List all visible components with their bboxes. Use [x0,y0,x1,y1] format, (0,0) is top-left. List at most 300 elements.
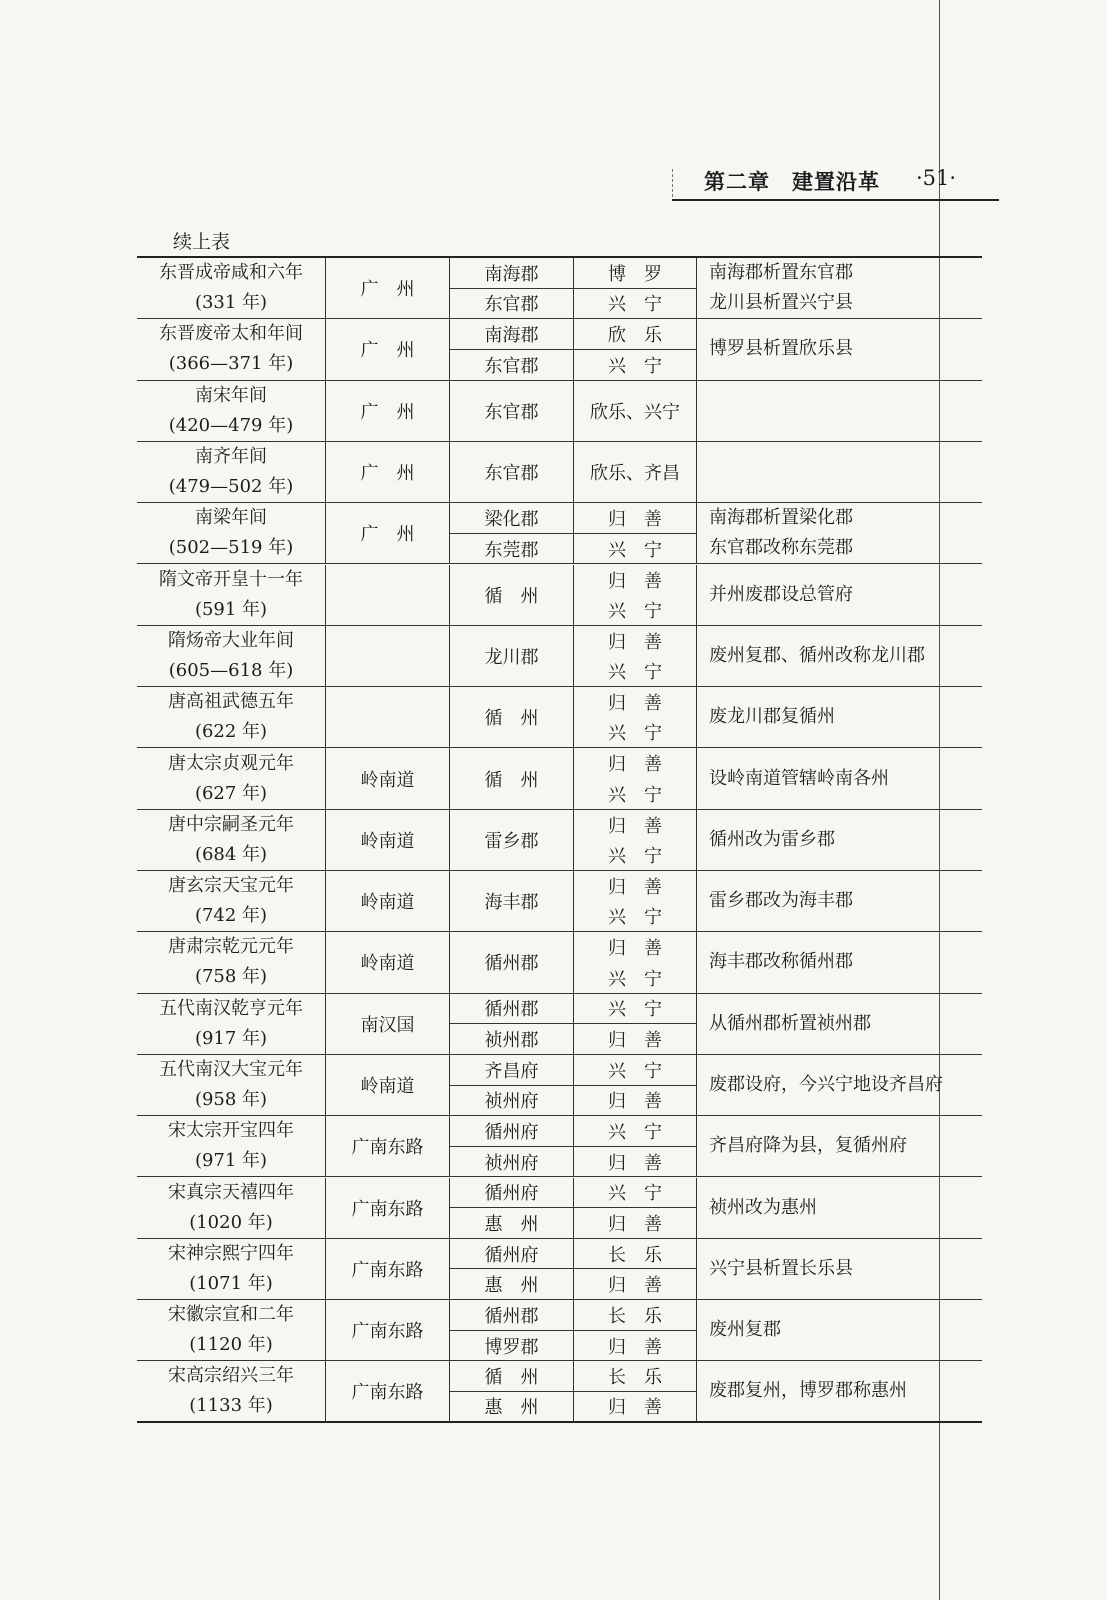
county-split [574,565,696,625]
county-text: 归 善 [608,570,662,592]
notes-text [697,932,982,992]
notes-cell [696,871,982,931]
level2-split [450,503,573,563]
period-line: 南宋年间 [195,384,267,406]
level1-cell [325,1300,449,1360]
note-line: 废郡复州，博罗郡称惠州 [709,1380,907,1402]
notes-text [697,1300,982,1360]
period-line: 宋太宗开宝四年 [168,1120,294,1142]
table-row [137,1300,982,1361]
table-row [137,810,982,871]
level2-text: 南海郡 [484,325,539,347]
county-cell [573,810,696,870]
county-cell [573,871,696,931]
notes-cell [696,687,982,747]
period-line: (958 年) [194,1089,268,1111]
level2-cell [449,932,573,992]
level2-text: 循州郡 [484,1305,539,1327]
notes-cell [696,319,982,379]
level1-text: 广南东路 [351,1321,424,1343]
county-text: 长 乐 [608,1366,662,1388]
period-line: (366—371 年) [168,353,294,375]
level2-cell [449,1361,573,1420]
county-split [574,1055,696,1115]
period-line: (1133 年) [189,1395,273,1417]
county-cell [573,1178,696,1238]
notes-text [697,319,982,379]
county-split [574,932,696,992]
notes-text [697,1361,982,1420]
county-split [574,994,696,1054]
period-line: 唐高祖武德五年 [168,691,294,713]
county-text: 兴 宁 [608,662,662,684]
continued-label: 续上表 [173,231,231,253]
note-line: 并州废郡设总管府 [709,583,853,605]
level1-text: 广 州 [360,401,415,423]
period-line: 宋真宗天禧四年 [168,1181,294,1203]
notes-cell [696,258,982,318]
period-cell [137,381,325,441]
period-cell [137,748,325,808]
level2-cell [449,442,573,502]
notes-text [697,1055,982,1115]
period-line: 宋神宗熙宁四年 [168,1242,294,1264]
level1-text [326,565,449,625]
level2-split [450,1116,573,1176]
level2-text: 循州府 [484,1122,539,1144]
level2-text: 南海郡 [484,263,539,285]
county-split [574,1300,696,1360]
level2-text: 龙川郡 [484,646,539,668]
county-cell [573,687,696,747]
period-text [137,442,325,502]
county-split [574,503,696,563]
period-cell [137,1300,325,1360]
county-text: 归 善 [608,877,662,899]
county-cell [573,748,696,808]
county-text: 兴 宁 [608,1122,662,1144]
notes-cell [696,1116,982,1176]
county-text: 归 善 [608,815,662,837]
period-cell [137,1116,325,1176]
level2-text: 祯州府 [450,1146,573,1177]
level2-text: 循 州 [484,708,539,730]
period-line: 宋高宗绍兴三年 [168,1365,294,1387]
table-row [137,687,982,748]
period-line: (479—502 年) [168,476,294,498]
county-cell [573,1116,696,1176]
level1-cell [325,381,449,441]
note-line: 兴宁县析置长乐县 [709,1257,853,1279]
county-text: 兴 宁 [608,723,662,745]
note-line: 祯州改为惠州 [709,1196,817,1218]
level1-cell [325,626,449,686]
county-text: 兴 宁 [608,907,662,929]
county-cell [573,442,696,502]
period-text [137,1055,325,1115]
period-cell [137,932,325,992]
notes-cell [696,1178,982,1238]
table-row [137,503,982,564]
note-line: 废郡设府，今兴宁地设齐昌府 [709,1074,943,1096]
level2-text: 循州府 [484,1244,539,1266]
level2-text: 祯州府 [450,1085,573,1116]
period-text [137,626,325,686]
period-cell [137,1178,325,1238]
table-row [137,1239,982,1300]
period-line: 唐太宗贞观元年 [168,752,294,774]
level1-cell [325,1239,449,1299]
level2-text: 惠 州 [450,1391,573,1421]
county-text: 兴 宁 [608,1060,662,1082]
notes-text [697,810,982,870]
notes-cell [696,1361,982,1420]
level1-text: 广南东路 [351,1198,424,1220]
level1-cell [325,932,449,992]
level2-text: 海丰郡 [484,892,539,914]
table-row [137,319,982,380]
level2-cell [449,626,573,686]
level1-text: 广南东路 [351,1137,424,1159]
level1-cell [325,503,449,563]
level2-cell [449,871,573,931]
level2-cell [449,503,573,563]
period-cell [137,565,325,625]
level1-text: 岭南道 [360,953,415,975]
notes-cell [696,565,982,625]
county-text: 兴 宁 [608,784,662,806]
county-cell [573,626,696,686]
period-cell [137,1055,325,1115]
note-line: 龙川县析置兴宁县 [709,292,853,314]
county-text: 兴 宁 [608,999,662,1021]
notes-text [697,748,982,808]
level2-split [450,1055,573,1115]
period-line: (684 年) [194,843,268,865]
level2-text: 循州郡 [484,953,539,975]
county-text: 归 善 [574,1085,696,1116]
period-text [137,994,325,1054]
level1-cell [325,565,449,625]
period-cell [137,994,325,1054]
county-split [574,1178,696,1238]
county-split [574,1239,696,1299]
level1-cell [325,994,449,1054]
note-line: 废州复郡、循州改称龙川郡 [709,644,925,666]
county-text: 归 善 [608,509,662,531]
level2-split [450,319,573,379]
notes-text [697,258,982,318]
page-header [672,163,999,199]
note-line: 东官郡改称东莞郡 [709,537,853,559]
level1-text: 岭南道 [360,892,415,914]
period-line: 隋炀帝大业年间 [168,629,294,651]
level2-text: 齐昌府 [484,1060,539,1082]
county-text: 欣 乐 [608,325,662,347]
chapter-title: 第二章 建置沿革 [704,169,880,194]
period-cell [137,258,325,318]
table-row [137,871,982,932]
level2-text: 东莞郡 [450,533,573,564]
period-line: (917 年) [194,1027,268,1049]
notes-cell [696,381,982,441]
county-split [574,748,696,808]
level2-text: 东官郡 [484,463,539,485]
level1-text: 南汉国 [360,1014,415,1036]
level1-cell [325,442,449,502]
table-row [137,626,982,687]
note-line: 循州改为雷乡郡 [709,828,835,850]
county-cell [573,258,696,318]
county-text: 归 善 [608,693,662,715]
level1-text: 广 州 [360,340,415,362]
county-text: 欣乐、兴宁 [590,401,680,423]
notes-text [697,871,982,931]
period-text [137,1300,325,1360]
level1-cell [325,1178,449,1238]
period-line: 宋徽宗宣和二年 [168,1304,294,1326]
notes-cell [696,1239,982,1299]
notes-text [697,1116,982,1176]
level2-cell [449,381,573,441]
level2-cell [449,258,573,318]
level1-text: 广 州 [360,279,415,301]
table-row [137,258,982,319]
level2-text: 东官郡 [450,349,573,380]
table-row [137,381,982,442]
level2-split [450,1239,573,1299]
table-row [137,442,982,503]
period-text [137,319,325,379]
notes-text [697,626,982,686]
county-cell [573,503,696,563]
period-line: (605—618 年) [168,659,294,681]
notes-cell [696,1300,982,1360]
period-line: (591 年) [194,598,268,620]
level2-text: 循州府 [484,1183,539,1205]
period-cell [137,626,325,686]
period-line: (627 年) [194,782,268,804]
note-line: 废州复郡 [709,1319,781,1341]
table-row [137,748,982,809]
level2-text: 东官郡 [484,401,539,423]
county-text: 兴 宁 [608,1183,662,1205]
table-row [137,1116,982,1177]
period-line: 隋文帝开皇十一年 [159,568,303,590]
level2-cell [449,748,573,808]
notes-text [697,1178,982,1238]
period-cell [137,871,325,931]
county-cell [573,1300,696,1360]
notes-text [697,1239,982,1299]
notes-text [697,381,982,441]
county-text: 长 乐 [608,1305,662,1327]
period-text [137,258,325,318]
level2-text: 循 州 [484,585,539,607]
level1-text: 广 州 [360,463,415,485]
period-line: 五代南汉乾亨元年 [159,997,303,1019]
note-line: 南海郡析置东官郡 [709,262,853,284]
level1-text: 岭南道 [360,830,415,852]
level2-cell [449,994,573,1054]
period-line: 五代南汉大宝元年 [159,1059,303,1081]
table-row [137,1055,982,1116]
county-cell [573,565,696,625]
period-line: 南梁年间 [195,507,267,529]
county-text: 归 善 [608,631,662,653]
period-text [137,932,325,992]
level2-cell [449,810,573,870]
county-text: 归 善 [574,1268,696,1299]
county-cell [573,381,696,441]
county-text: 归 善 [574,1330,696,1361]
level2-text: 惠 州 [450,1207,573,1238]
county-cell [573,1055,696,1115]
level2-cell [449,1239,573,1299]
notes-cell [696,932,982,992]
period-cell [137,319,325,379]
notes-cell [696,994,982,1054]
level1-cell [325,1055,449,1115]
note-line: 雷乡郡改为海丰郡 [709,890,853,912]
county-split [574,687,696,747]
notes-cell [696,1055,982,1115]
level2-split [450,258,573,318]
page-number: ·51· [916,166,957,190]
notes-cell [696,626,982,686]
level1-cell [325,1361,449,1420]
period-cell [137,442,325,502]
period-text [137,503,325,563]
level1-text [326,626,449,686]
notes-text [697,687,982,747]
level1-text: 广南东路 [351,1382,424,1404]
table-row [137,565,982,626]
county-cell [573,1239,696,1299]
county-split [574,1361,696,1420]
level2-text: 东官郡 [450,288,573,319]
county-text: 兴 宁 [574,349,696,380]
period-cell [137,1361,325,1420]
level2-text: 惠 州 [450,1268,573,1299]
period-line: (622 年) [194,721,268,743]
county-split [574,626,696,686]
period-text [137,810,325,870]
level1-cell [325,748,449,808]
period-text [137,1239,325,1299]
period-text [137,1361,325,1420]
county-cell [573,932,696,992]
period-cell [137,1239,325,1299]
note-line: 设岭南道管辖岭南各州 [709,767,889,789]
period-line: 唐中宗嗣圣元年 [168,813,294,835]
county-cell [573,994,696,1054]
level2-text: 祯州郡 [450,1023,573,1054]
level2-cell [449,1055,573,1115]
level2-text: 博罗郡 [450,1330,573,1361]
period-cell [137,687,325,747]
county-cell [573,319,696,379]
level1-text: 广南东路 [351,1259,424,1281]
period-text [137,1178,325,1238]
period-cell [137,503,325,563]
level2-cell [449,1300,573,1360]
period-line: 东晋成帝咸和六年 [159,262,303,284]
period-text [137,748,325,808]
note-line: 海丰郡改称循州郡 [709,951,853,973]
period-line: (758 年) [194,966,268,988]
level2-split [450,1361,573,1420]
level1-cell [325,319,449,379]
note-line: 博罗县析置欣乐县 [709,338,853,360]
header-tick [672,169,674,197]
level2-cell [449,1116,573,1176]
county-text: 兴 宁 [608,845,662,867]
level1-text [326,687,449,747]
level2-split [450,1300,573,1360]
level1-cell [325,687,449,747]
county-text: 归 善 [608,754,662,776]
notes-text [697,565,982,625]
table-row [137,994,982,1055]
county-text: 兴 宁 [608,600,662,622]
level1-text: 岭南道 [360,769,415,791]
period-line: (1020 年) [189,1211,273,1233]
table-row [137,1361,982,1422]
period-line: 唐肃宗乾元元年 [168,936,294,958]
county-split [574,871,696,931]
notes-cell [696,748,982,808]
county-text: 兴 宁 [574,288,696,319]
header-rule [672,199,999,201]
level2-cell [449,1178,573,1238]
county-text: 归 善 [574,1023,696,1054]
level2-cell [449,565,573,625]
level1-text: 岭南道 [360,1076,415,1098]
period-text [137,871,325,931]
level2-text: 雷乡郡 [484,830,539,852]
period-text [137,565,325,625]
level2-split [450,1178,573,1238]
notes-text [697,503,982,563]
notes-cell [696,810,982,870]
county-text: 兴 宁 [608,968,662,990]
level1-cell [325,1116,449,1176]
county-text: 归 善 [574,1146,696,1177]
period-cell [137,810,325,870]
period-line: (971 年) [194,1150,268,1172]
level1-cell [325,258,449,318]
level2-cell [449,687,573,747]
level2-text: 循 州 [484,1366,539,1388]
county-split [574,1116,696,1176]
level2-split [450,994,573,1054]
county-split [574,319,696,379]
county-split [574,810,696,870]
period-line: 南齐年间 [195,446,267,468]
note-line: 从循州郡析置祯州郡 [709,1012,871,1034]
level1-cell [325,871,449,931]
period-text [137,1116,325,1176]
period-line: (420—479 年) [168,414,294,436]
county-text: 归 善 [608,938,662,960]
period-line: (502—519 年) [168,537,294,559]
county-text: 长 乐 [608,1244,662,1266]
period-line: 唐玄宗天宝元年 [168,875,294,897]
table-row [137,932,982,993]
period-text [137,381,325,441]
period-line: (1071 年) [189,1272,273,1294]
